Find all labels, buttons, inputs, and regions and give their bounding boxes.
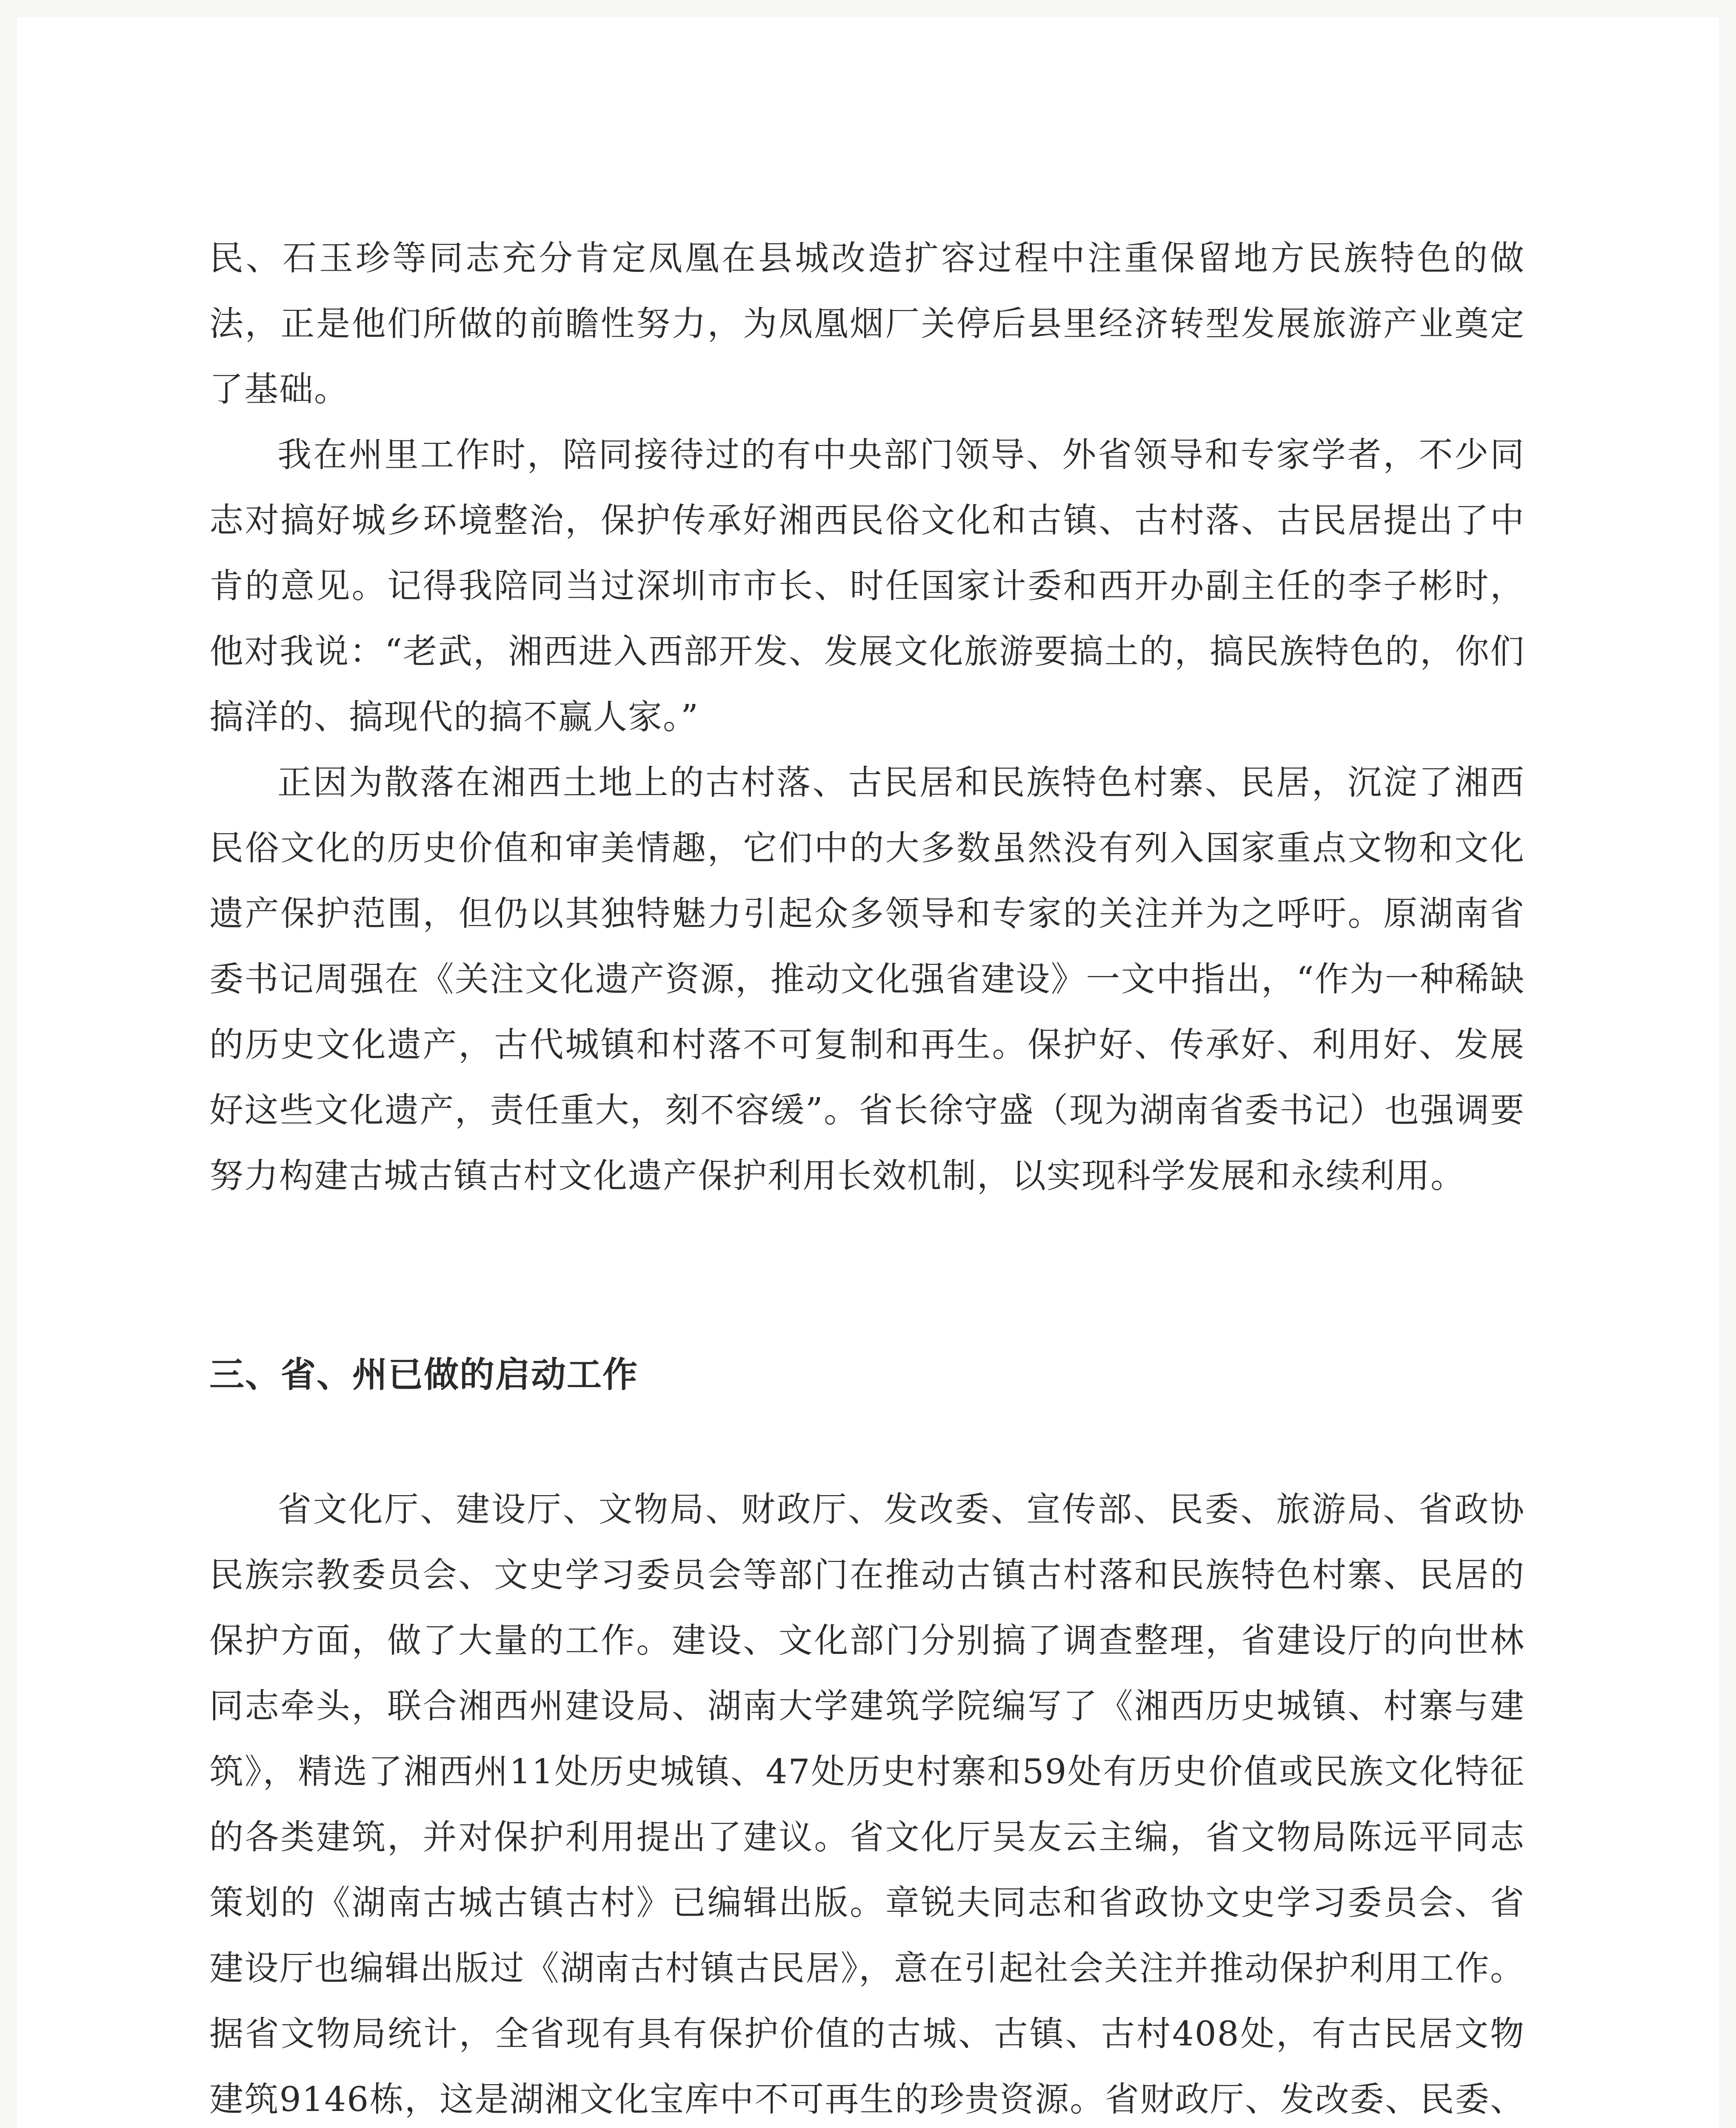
paragraph: 我在州里工作时，陪同接待过的有中央部门领导、外省领导和专家学者，不少同志对搞好城乡环境整治，保护传承好湘西民俗文化和古镇、古村落、古民居提出了中肯的意见。记得我陪同当过深圳市市长、时任国家计委和西开办副主任的李子彬时，他对我说：“老武，湘西进入西部开发、发展文化旅游要搞土的，搞民族特色的，你们搞洋的、搞现代的搞不赢人家。” [209,435,1525,737]
body-text-block-1 [209,226,1525,1209]
section-heading: 三、省、州已做的启动工作 [209,1354,639,1395]
paragraph: 省文化厅、建设厅、文物局、财政厅、发改委、宣传部、民委、旅游局、省政协民族宗教委员会、文史学习委员会等部门在推动古镇古村落和民族特色村寨、民居的保护方面，做了大量的工作。建设、文化部门分别搞了调查整理，省建设厅的向世林同志牵头，联合湘西州建设局、湖南大学建筑学院编写了《湘西历史城镇、村寨与建筑》，精选了湘西州11处历史城镇、47处历史村寨和59处有历史价值或民族文化特征的各类建筑，并对保护利用提出了建议。省文化厅吴友云主编，省文物局陈远平同志策划的《湖南古城古镇古村》已编辑出版。章锐夫同志和省政协文史学习委员会、省建设厅也编辑出版过《湖南古村镇古民居》，意在引起社会关注并推动保护利用工作。据省文物局统计，全省现有具有保护价值的古城、古镇、古村408处，有古民居文物建筑9146栋，这是湖湘文化宝库中不可再生的珍贵资源。省财政厅、发改委、民委、 [209,1490,1525,2119]
paragraph-continued: 民、石玉珍等同志充分肯定凤凰在县城改造扩容过程中注重保留地方民族特色的做法，正是他们所做的前瞻性努力，为凤凰烟厂关停后县里经济转型发展旅游产业奠定了基础。 [209,238,1525,409]
paragraph: 正因为散落在湘西土地上的古村落、古民居和民族特色村寨、民居，沉淀了湘西民俗文化的历史价值和审美情趣，它们中的大多数虽然没有列入国家重点文物和文化遗产保护范围，但仍以其独特魅力引起众多领导和专家的关注并为之呼吁。原湖南省委书记周强在《关注文化遗产资源，推动文化强省建设》一文中指出，“作为一种稀缺的历史文化遗产，古代城镇和村落不可复制和再生。保护好、传承好、利用好、发展好这些文化遗产，责任重大，刻不容缓”。省长徐守盛（现为湖南省委书记）也强调要努力构建古城古镇古村文化遗产保护利用长效机制，以实现科学发展和永续利用。 [209,763,1525,1196]
body-text-block-2 [209,1477,1525,2128]
